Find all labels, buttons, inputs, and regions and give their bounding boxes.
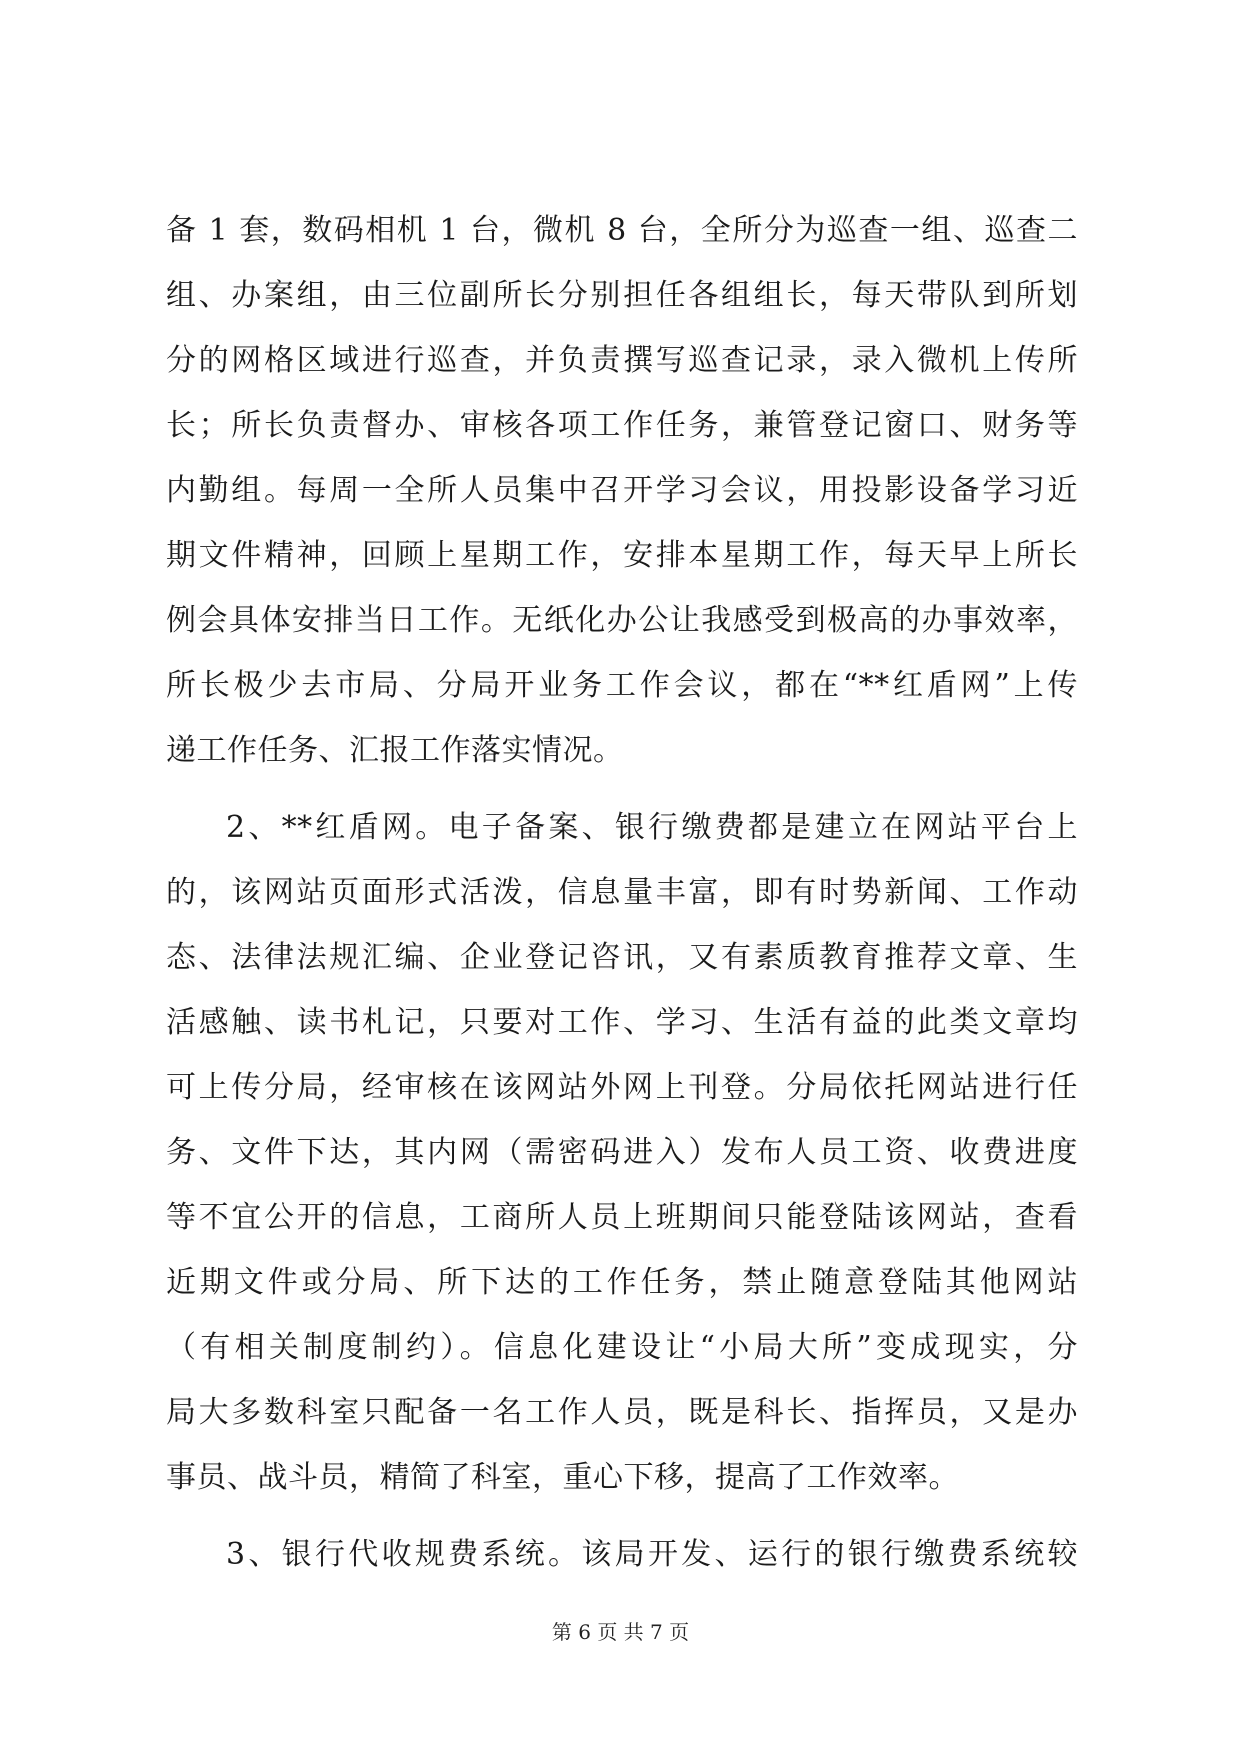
text-line: 活感触、读书札记，只要对工作、学习、生活有益的此类文章均 <box>166 1005 1078 1040</box>
text-line: 分的网格区域进行巡查，并负责撰写巡查记录，录入微机上传所 <box>166 343 1078 378</box>
page-number-label: 第 6 页 共 7 页 <box>551 1620 690 1644</box>
text-line: 例会具体安排当日工作。无纸化办公让我感受到极高的办事效率， <box>166 603 1078 638</box>
text-line: 务、文件下达，其内网（需密码进入）发布人员工资、收费进度 <box>166 1135 1078 1170</box>
page-number-footer <box>0 1619 1241 1645</box>
text-line: 长；所长负责督办、审核各项工作任务，兼管登记窗口、财务等 <box>166 408 1078 443</box>
text-line: 态、法律法规汇编、企业登记咨讯，又有素质教育推荐文章、生 <box>166 940 1078 975</box>
text-line: 备 1 套，数码相机 1 台，微机 8 台，全所分为巡查一组、巡查二 <box>166 213 1078 248</box>
text-line: 的，该网站页面形式活泼，信息量丰富，即有时势新闻、工作动 <box>166 875 1078 910</box>
paragraph-2 <box>166 795 1078 1510</box>
document-body <box>166 198 1078 1587</box>
text-line: 组、办案组，由三位副所长分别担任各组组长，每天带队到所划 <box>166 278 1078 313</box>
text-line: 近期文件或分局、所下达的工作任务，禁止随意登陆其他网站 <box>166 1265 1078 1300</box>
text-line: 内勤组。每周一全所人员集中召开学习会议，用投影设备学习近 <box>166 473 1078 508</box>
paragraph-1 <box>166 198 1078 783</box>
text-line: 所长极少去市局、分局开业务工作会议，都在“**红盾网”上传 <box>166 668 1078 703</box>
text-line: 事员、战斗员，精简了科室，重心下移，提高了工作效率。 <box>166 1460 959 1495</box>
text-line: 3、银行代收规费系统。该局开发、运行的银行缴费系统较 <box>226 1537 1078 1572</box>
text-line: 局大多数科室只配备一名工作人员，既是科长、指挥员，又是办 <box>166 1395 1078 1430</box>
text-line: （有相关制度制约）。信息化建设让“小局大所”变成现实，分 <box>166 1330 1078 1365</box>
text-line: 等不宜公开的信息，工商所人员上班期间只能登陆该网站，查看 <box>166 1200 1078 1235</box>
paragraph-3 <box>166 1522 1078 1587</box>
text-line: 递工作任务、汇报工作落实情况。 <box>166 733 624 768</box>
text-line: 可上传分局，经审核在该网站外网上刊登。分局依托网站进行任 <box>166 1070 1078 1105</box>
text-line: 期文件精神，回顾上星期工作，安排本星期工作，每天早上所长 <box>166 538 1078 573</box>
text-line: 2、**红盾网。电子备案、银行缴费都是建立在网站平台上 <box>226 810 1078 845</box>
